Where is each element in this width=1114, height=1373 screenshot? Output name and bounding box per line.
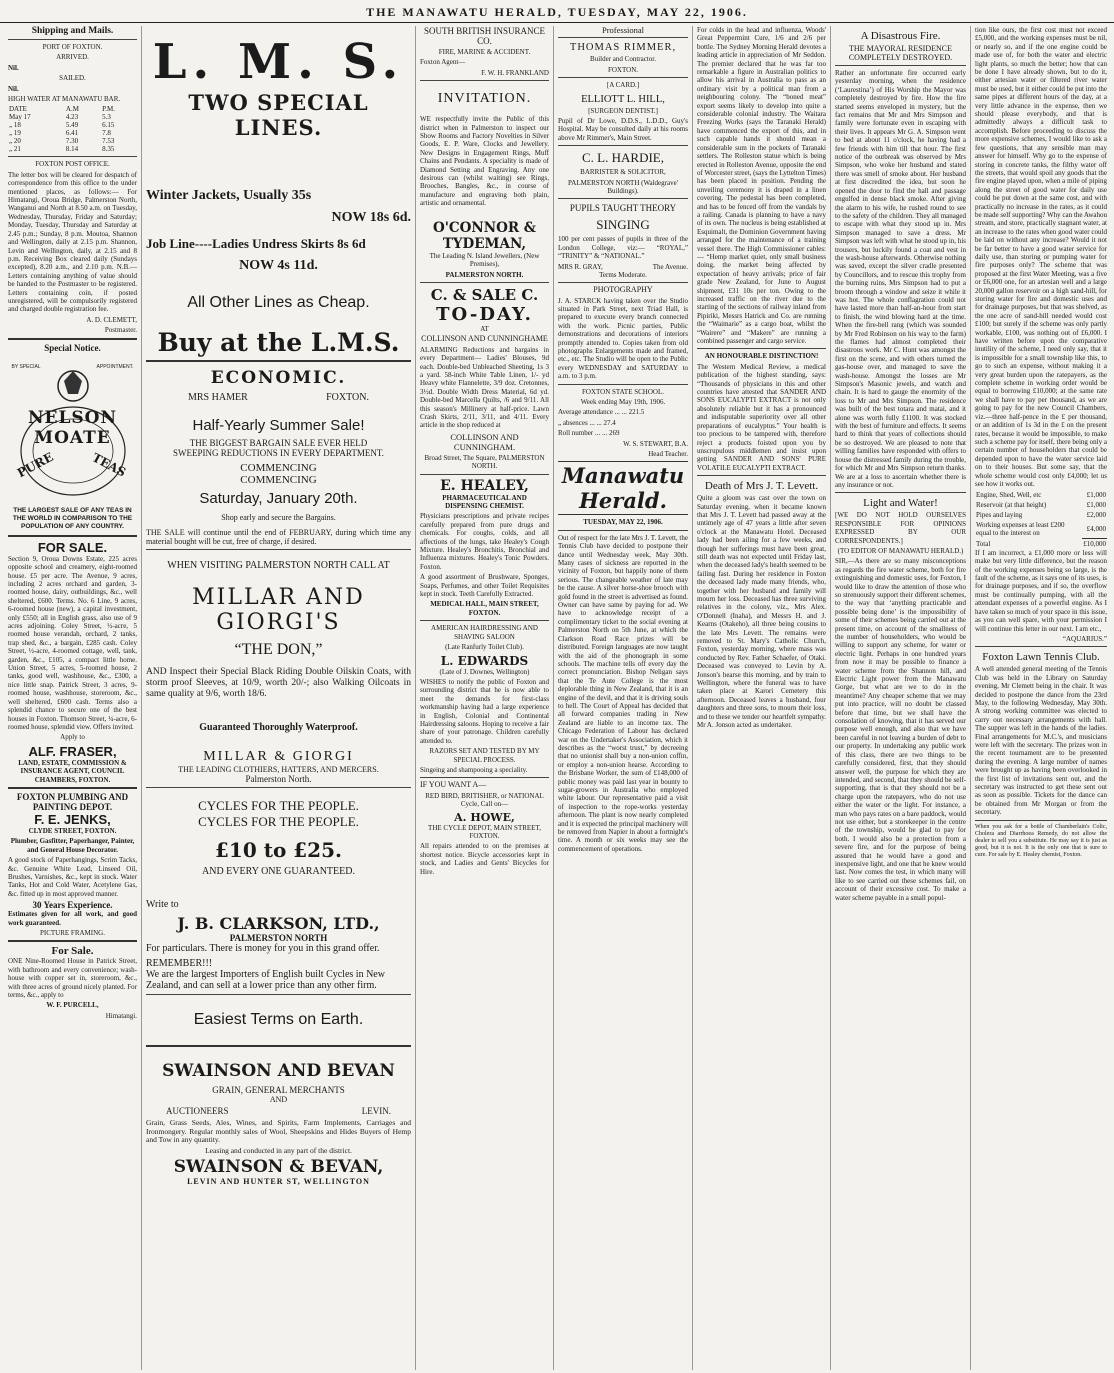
newspaper-nameplate: Manawatu Herald. [558,461,688,515]
winter-jackets: Winter Jackets, Usually 35s [146,188,312,203]
medical-hall: MEDICAL HALL, MAIN STREET, FOXTON. [430,600,539,617]
average-absences: „ absences ... ... 27.4 [558,418,616,427]
photography-title: PHOTOGRAPHY [593,285,653,295]
hill-name: ELLIOTT L. HILL, [581,93,665,105]
guaranteed-waterproof: Guaranteed Thoroughly Waterproof. [199,722,358,733]
starck-text: J. A. STARCK having taken over the Studio situated in Park Street, next Triad Hall, is prepared to execute every branch connected with the work. Picnic parties, Public demonstrations and decorations of interiors promptly attended to. Copies taken from old photographs Enlargements made and framed, etc., etc. The Studio will be open to the Public every WEDNESDAY and SATURDAY to a.m. to 3 p.m. [558,296,688,381]
divider [420,474,549,475]
remember: REMEMBER!!! [146,958,213,969]
divider [146,994,411,995]
logo-teas: TEAS [90,449,129,480]
cost-value: £1,000 [1086,501,1106,510]
plumbing-title: FOXTON PLUMBING AND PAINTING DEPOT. [16,791,129,812]
alf-fraser-sub: LAND, ESTATE, COMMISSION & INSURANCE AGENT, COUNCIL CHAMBERS, FOXTON. [18,758,127,784]
every-one-guaranteed: AND EVERY ONE GUARANTEED. [202,866,355,877]
column-shipping [4,26,142,1370]
cost-row [975,520,1107,538]
aquarius-signature: “AQUARIUS.” [1062,634,1107,643]
tide-header-row [8,105,137,113]
school-title: FOXTON STATE SCHOOL. [582,387,664,396]
hamer-name: MRS HAMER [188,392,248,403]
cost-label: Pipes and laying [976,511,1023,520]
palmerston-north: Palmerston North. [245,774,312,784]
divider [146,1045,411,1047]
professional-heading: Professional [601,26,645,35]
cost-label: Engine, Shed, Well, etc [976,491,1042,500]
collinson-2: COLLINSON AND CUNNINGHAM. [450,431,519,452]
wishes-text: WISHES to notify the public of Foxton and surrounding district that he is now able to meet the demands for first-class workmanship having had a large experience in English, Colonial and Continental Hairdressing saloons. Hoping to receive a fair share of your patronage. Children carefully attended to. [420,677,549,745]
tide-row [8,113,137,121]
barrister-text: BARRISTER & SOLICITOR, [580,168,666,177]
cycles-line-1: CYCLES FOR THE PEOPLE. [198,798,359,813]
arrived-heading: ARRIVED. [56,53,89,62]
commencing-2: COMMENCING [240,474,317,486]
week-ending: Week ending May 19th, 1906. [580,397,666,406]
invitation-title: INVITATION. [437,91,532,107]
rimmer-name: THOMAS RIMMER, [569,42,677,54]
american-hairdressing: AMERICAN HAIRDRESSING AND SHAVING SALOON [431,624,538,641]
port-heading: PORT OF FOXTON. [42,43,103,51]
experience-text: 30 Years Experience. [32,900,113,911]
commencing-1: COMMENCING [240,462,317,474]
hamer-line [146,388,411,403]
high-water-heading: HIGH WATER AT MANAWATU BAR. [8,95,121,104]
divider [975,646,1107,647]
swainson-bevan-2: SWAINSON & BEVAN, [173,1157,384,1178]
divider [8,787,137,789]
divider [146,360,411,362]
honourable-title: AN HONOURABLE DISTINCTION! [704,352,819,361]
divider [420,777,549,778]
appointment-right: APPOINTMENT. [96,363,134,370]
shop-early: Shop early and secure the Bargains. [221,513,336,522]
cycle-price: £10 to £25. [215,838,342,862]
to-day: TO-DAY. [436,303,533,325]
cost-total-label: Total [976,539,991,548]
importers-text: We are the largest Importers of English built Cycles in New Zealand, and can sell at a lower price than any other firm. [146,969,385,991]
tide-header-cell: P.M. [102,105,116,114]
cost-table [975,490,1107,549]
easiest-terms: Easiest Terms on Earth. [193,1011,364,1028]
write-to: Write to [146,899,179,910]
c-sale-c: C. & SALE C. [430,285,539,304]
divider [420,620,549,621]
tide-cell: 5.49 [65,121,79,130]
south-british-title: SOUTH BRITISH INSURANCE CO. [423,26,545,46]
a-card: [A CARD.] [606,81,640,90]
cycles-line-2: CYCLES FOR THE PEOPLE. [198,814,359,829]
healey-name: E. HEALEY, [440,477,529,494]
leasing-text: Leasing and conducted in any part of the district. [205,1145,352,1155]
hamer-place: FOXTON. [326,392,369,403]
singeing-text: Singeing and shampooing a speciality. [420,765,528,774]
invitation-text: WE respectfully invite the Public of this district when in Palmerston to inspect our Show Rooms and Factory Novelties in Silver Goods, E. P. Ware, Clocks and Jewellery. New Designs in Engagement Rings, Muff Chains and Pendants. A speciality is made of Diamond Setting and Engraving. Any one desirous can (whilst waiting) see Rings, Brooches, Bangles, &c., in course of manufacture and engraving both plain, artistic and ornamental. [420,115,549,208]
column-news [693,26,831,1370]
cost-label: Reservoir (at that height) [976,501,1047,510]
and-text: AND [269,1095,288,1104]
shipping-title: Shipping and Mails. [31,26,114,36]
tide-cell: 6.41 [65,129,79,138]
howe-name: A. HOWE, [454,810,515,824]
tide-header-cell: DATE [9,105,27,114]
alarming-text: ALARMING Reductions and bargains in every Department— Ladies' Blouses, 9d each. Double-bed Unbleached Sheeting, 1s 3 a yard. 58-inch White Table Linen, 1/- yd Heavy white Flannelette, 3/9 doz. Cretonnes, 3½d. Double Width Dress Material, 6d yd. Double-bed Marcella Quilts, /6 and 9/11. All this season's Millinery at half-price. Lawn Crash Skirts, 2/11, 3/11, and 4/11. Every article in the shop reduced at [420,345,549,430]
column-advertisements [142,26,416,1370]
agent-name: F. W. H. FRANKLAND [481,68,549,77]
millar-giorgi: MILLAR AND GIORGI'S [192,585,365,635]
sailed-value: Nil. [8,84,19,93]
foxton-label: FOXTON. [607,65,638,74]
average-attendance: Average attendance ... ... 221.5 [558,408,645,417]
lms-title: L. M. S. [152,34,405,90]
purcell-place: Himatangi. [105,1011,137,1020]
tide-cell: „ 20 [9,137,21,146]
divider [558,145,688,146]
clarkson-place: PALMERSTON NORTH [229,933,328,943]
tide-cell: 7.30 [65,137,79,146]
inspect-text: AND Inspect their Special Black Riding Double Oilskin Coats, with storm proof Sleeves, at 10/9, worth 20/-; also Walking Oilcoats in same quality at 9/6, worth 18/6. [146,667,411,699]
divider [558,530,688,531]
clarkson-name: J. B. CLARKSON, LTD., [177,914,380,933]
tide-cell: „ 18 [9,121,21,130]
divider [558,282,688,283]
appointment-left: BY SPECIAL [11,363,41,370]
particulars: For particulars. There is money for you in this grand offer. [146,943,380,954]
masthead-text: THE MANAWATU HERALD, TUESDAY, MAY 22, 1906. [366,5,748,19]
divider [558,198,688,199]
cost-value: £1,000 [1086,491,1106,500]
pupils-taught: PUPILS TAUGHT THEORY [569,203,677,214]
postmaster-name: A. D. CLEMETT, [86,315,137,324]
divider [558,77,688,78]
news-text-1: For colds in the head and influenza, Woods' Great Peppermint Cure, 1/6 and 2/6 per bottle. The Sydney Morning Herald devotes a leading article in appreciation of Mr Seddon. The premier declared that he was far too remarkable a figure in Australian politics to allow his arrival in Australia to pass as an ordinary visit by a political man from a neighbouring colony. The “boned meat” export seems likely to develop into quite a considerable colonial industry. The Waitara Freezing Works (says the Taranaki Herald) have commenced the export of this, and in such capable hands it should mean a considerable sum in the pockets of Taranaki settlers. The Rolleston statue which is being erected in Rolleston Avenue, opposite the end of Worcester street, (says the Lyttelton Times) has been placed in position. Pending the unveiling ceremony it is draped in a linen covering. The pedestal has been completed, and has to be fenced off from the vandals by a railing. Canada is planning to have a navy of its own. The nucleus is being established at Esquimalt, the Dominion Government having arranged for the maintenance of a training vessel there. The High Commissioner cables:— “Hemp market quiet, only small business doing, the market being affected by expectation of heavy arrivals; price of fair grade New Zealand, for June to August shipment, £31 10s per ton. Owing to the increased traffic on the river due to the starting of the sections of railway inland from Pipiriki, Messrs Hatrick and Co. are running the “Waimarie” as a cargo boat, whilst the “Wairere” and “Makere” are running a combined passenger and cargo service. [697,26,826,346]
letter-end: If I am incorrect, a £1,000 more or less will make but very little difference, but the reason of the working expenses being so large, is the fault of the scheme, as it says one of its uses, is for drainage purposes, and if so, the overflow must be continually pumping, with all the attendant expenses of a powerful engine. As I have taken so much of your space in this issue, as you can well spare, with your permission I will continue this letter in our next. I am etc., [975,548,1108,633]
biggest-bargain: THE BIGGEST BARGAIN SALE EVER HELD [189,438,368,448]
letter-continued: tion like ours, the first cost must not exceed £5,000, and the working expenses must be nil, or nearly so, and if the one engine could be made use of, for both the water and electric light plants, so much the better; how that can be done I have already shown, but to do it, either artesian water or filtered river water must be used, but it either could be put into the same pipes at different hours of the day, at a very little advance in the expense, then we should please everybody, and that is admittedly always a difficult task to accomplish. Before proceeding to discuss the more expensive schemes, I would like to ask a few questions, that any sensible man may answer for himself. Why go to the expense of storing in concrete tanks, the filthy water off the streets, that would spoil any goods that the fire engine played upon, when a mile of piping along the street of good water for daily use could be put down at the same cost, and with practically no increase in the rates, as it could be made self supporting? Why can the Awahou stream, and store, practically stagnant water, at an increase to the rates when good water could be laid on without any increase? Would it not be far better to have a good water service for daily use, than storing or pumping water for fire purposes only? The scheme that was proposed at the first Water Meeting, was a five or £6,000 one, for an artesian well and a large 20,000 gallon reservoir on a high sand-hill, for storing water for fire and domestic uses and for drainage purposes, but that was shelved, as the one acre of sand-hill needed would cost £100; but surely if the scheme was only partly workable, £100, was nothing out of £6,000. I have written before upon the comparative inutility of the scheme, I need only say, that it is impossible for a small township like this, to go to such an expense, without making it a very great burden upon the ratepayers, as the complete scheme in working order would be equal to borrowing £10,000; at the same rate we shall have to pay per thousand, as we are going to pay for the new Council Chambers, viz.—three half-pence in the £ per thousand, or an addition of 1s 3d in the £ on the present rates, because it would be impossible, to make such a scheme pay for itself, there being only a certain number of householders that could be depended upon to have the water service laid on to their houses. But some say, that the whole scheme would cost only £4,000; let us see how it works out. [975,26,1107,488]
tide-cell: 5.3 [102,113,111,122]
fire-text: Rather an unfortunate fire occurred early yesterday morning, when the residence (‘Laurestina’) of His Worship the Mayor was completely destroyed by fire. How the fire started seems enveloped in mystery, but the fact remains that Mr and Mrs Simpson and family were fortunate even in escaping with their lives. It appears Mr G. A. Simpson went to bed at about 11 o'clock, he having had a few friends with him till that hour. The first notice of the outbreak was observed by Mrs Simpson, who woke her husband and stated there was smell of smoke about. Her husband at first discredited the idea, but soon he opened the door to find the hall and passage engulfed in dense black smoke. After giving the alarm to his wife, he rushed round to see to the safety of the children. They all managed to escape with what they stood up in. Mrs Simpson managed to save a dress. Mr Simpson was left with what he stood up in, his trousers, but luckily found a coat and vest in the wash-house afterwards. Otherwise nothing was saved, except the silver cradle presented by Councillors, and to rescue this trophy from the burning ruins, Mrs Simpson had to put a broom through a window and seize it while it was hot. The whole conflagration could not have lasted more than half-an-hour from start to finish, the wind blowing hard at the time. When the fire-bell rang (which was sounded by Mr Fred Robinson on his way to the farm) the flames had almost completed their disastrous work. Mr C. Hunt was amongst the first on the scene, and with others turned the gas-house over, and managed to save the wash-house. Amongst the losses are Mr Simpson's Masonic jewels, and watch and chain. It is hard to gauge the enormity of the loss to Mr and Mrs Simpson. The residence was built of the best totara and matai, and it alone was worth fully £1100. It was stocked with the best of furniture and effects. It seems hard to think that years of collections should be so destroyed. We are pleased to note that willing families have responded with offers to house the distressed family during the trouble, for which Mr and Mrs Simpson return thanks. We are at a loss to ascertain whether there is any insurance or not. [835,69,966,489]
post-office-title: FOXTON POST OFFICE. [35,160,110,169]
millar-giorgi-2: MILLAR & GIORGI [203,749,354,764]
divider [420,282,549,283]
tide-row [8,121,137,129]
tide-row [8,145,137,153]
hill-text: Pupil of Dr Lowe, D.D.S., L.D.D., Guy's Hospital. May be consulted daily at his rooms above Mr Rimmer's, Main Street. [558,117,688,142]
late-downes: (Late of J. Downes, Wellington) [439,667,530,676]
logo-pure: PURE [14,449,56,480]
cost-row [975,510,1107,520]
job-line-price: NOW 4s 11d. [239,258,318,273]
picture-framing: PICTURE FRAMING. [40,929,105,937]
collinson-address: Broad Street, The Square, PALMERSTON NORTH. [424,453,545,471]
sale-continue: THE SALE will continue until the end of FEBRUARY, during which time any material bought will be cut, free of charge, if desired. [146,528,411,546]
column-letter-continued [971,26,1111,1370]
alf-fraser-name: ALF. FRASER, [28,743,117,759]
fire-subtitle: THE MAYORAL RESIDENCE COMPLETELY DESTROYED. [848,44,953,62]
gray-place: The Avenue. [652,262,688,271]
stewart-name: W. S. STEWART, B.A. [623,439,688,448]
local-news-text: Out of respect for the late Mrs J. T. Levett, the Tennis Club have decided to postpone their dance until Wednesday week, May 30th. Many cases of sickness are reported in the vicinity of Foxton, but happily none of them serious. The changeable weather of late may be the cause. A silver horse-shoe brooch with gold found in the street is advertised as found. Owner can have same by paying for ad. We have to acknowledge receipt of a complimentary ticket to the social evening at Palmerston North on 5th June, at which the Clarkson Road Race prizes will be distributed. Foreign languages are now taught with the aid of the phonograph in some schools. The machine tells off every day the correct pronunciation. Bishop Neligan says that the Te Aute College is the most deplorable thing in New Zealand, that it is an engine of the devil, and that it is driving souls to hell. The Court of Appeal has decided that all forward companies trading in New Zealand are liable to an income tax. The Chicago Federation of Labour has declared war on the Undertaker's Association, which it describes as the “worst trust,” by decreeing that no unionist shall buy a non-union coffin, or employ a non-union hearse. According to the Brisbane Worker, the sum of £148,000 of public money was paid last year in bounty to sugar-growers in Australia who employed white labour. Our representative paid a visit of inspection to the rope-works yesterday afternoon. The plant is now nearly completed and it is expected the principal machinery will be removed from Napier in about a fortnight's time. A month or six weeks may see the commencement of operations. [558,533,688,853]
grain-text: Grain, Grass Seeds, Ales, Wines, and Spirits, Farm Implements, Carriages and Ironmongery. Regular monthly sales of Wool, Sheepskins and Hides Buyers of Hemp and Tow in any quantity. [146,1118,411,1145]
surgeon-dentist: [SURGEON DENTIST.] [588,106,658,115]
divider [697,475,826,476]
divider [8,39,137,40]
tide-cell: „ 21 [9,145,21,154]
healey-text: Physicians prescriptions and private recipes carefully prepared from pure drugs and chemicals. For coughs, colds, and all affections of the lungs, take Healey's Cough Mixture. Healey's Bronchitis, Bronchial and Influenza mixtures. Healey's Tonic Powders. Foxton. [420,512,549,571]
tide-cell: „ 19 [9,129,21,138]
bicycle-items: RED BIRD, BRITISHER, or NATIONAL Cycle, Call on— [425,791,544,809]
gray-line [558,263,688,271]
economic-title: ECONOMIC. [210,368,347,388]
jewellers-sub: The Leading N. Island Jewellers, (New Premises), [429,251,540,269]
logo-nelson: NELSON [27,407,118,428]
divider [835,492,966,493]
divider [8,940,137,942]
disclaimer-text: [WE DO NOT HOLD OURSELVES RESPONSIBLE FOR OPINIONS EXPRESSED BY OUR CORRESPONDENTS.] [835,511,966,545]
tide-row [8,129,137,137]
tide-cell: 8.35 [102,145,115,154]
for-sale-2-title: For Sale. [51,945,94,958]
to-editor: (TO EDITOR OF MANAWATU HERALD.) [837,546,964,555]
nelson-moate-tea-logo [12,356,134,504]
two-special-lines: TWO SPECIAL LINES. [188,90,369,140]
apply-to: Apply to [60,733,85,742]
column-fire [831,26,971,1370]
job-line: Job Line----Ladies Undress Skirts 8s 6d [146,236,366,251]
palmerston-north-3: PALMERSTON NORTH. [445,270,524,279]
column-local-ads [416,26,554,1370]
gray-name: MRS R. GRAY, [558,262,603,271]
jenks-name: F. E. JENKS, [34,811,111,827]
tide-cell: 8.14 [65,145,79,154]
divider [146,549,411,550]
tennis-text: A well attended general meeting of the Tennis Club was held in the Library on Saturday evening, Mr Clemett being in the chair. It was decided to postpone the dance from the 23rd May, to the following Wednesday, May 30th. A strong working committee was elected to carry out necessary arrangements with hall. The supper was left in the hands of the ladies. Final arrangements for M.C.'s, and musicians were left with the secretary. The prizes won in the recent tournament are to be presented during the evening. A large number of names were brought up as having been overlooked in the first list of invitations sent out, and the secretary was instructed to get these sent out as soon as possible. Tickets for the dance can be obtained from Mr Morgan or from the secretary. [975,665,1107,817]
other-lines: All Other Lines as Cheap. [187,294,370,311]
tide-cell: 4.23 [65,113,79,122]
light-water-title: Light and Water! [863,497,938,510]
foxton-agent-label: Foxton Agent— [420,58,466,67]
builder-text: Builder and Contractor. [590,55,656,64]
at-label: AT [480,324,489,333]
divider [835,65,966,66]
brushware-text: A good assortment of Brushware, Sponges, Soaps, Perfumes, and other Toilet Requisites kept in stock. Teeth Carefully Extracted. [420,573,549,599]
edwards-name: L. EDWARDS [440,653,529,668]
purcell-name: W. F. PURCELL, [46,1001,99,1010]
when-visiting: WHEN VISITING PALMERSTON NORTH CALL AT [167,560,390,571]
for-sale-title: FOR SALE. [37,539,108,555]
tea-slogan: THE LARGEST SALE OF ANY TEAS IN THE WORLD IN COMPARISON TO THE POPULATION OF ANY COUNTRY. [12,506,133,531]
pupils-text: 100 per cent passes of pupils in three of the London College, viz:— “ROYAL,” “TRINITY” & “NATIONAL.” [558,235,688,261]
tennis-title: Foxton Lawn Tennis Club. [982,651,1100,664]
for-sale-text: Section 9, Oroua Downs Estate, 225 acres opposite school and creamery, eight-roomed house. £5 per acre. The Avenue, 9 acres, including 2 acres orchard and garden, 3-roomed house, dairy, outbuildings, &c., well sheltered, £600. Terms. No. 6 Line, 9 acres, 6-roomed house (new), a capital investment, only £550; all in English grass, also use of 9 acres adjoining. Coley Street, ½-acre, 5 roomed house verandah, orchard, 2 tanks, trap shed, &c., a bargain, £285 cash. Coley Street, ½-acre, 4-roomed cottage, well, tank, garden, &c., £105, a compact little home. Union Street, 5 acres, 5-roomed house, 2 tanks, good well, washhouse, &c., £300, a nice little snap. Patrick Street, 3 acres, 9-roomed house, washhouse, storeroom, &c., well sheltered, £600 cash. Terms also a splendid chance to secure one of the best houses in Foxton. Thomson Street, ¼-acre, 6-roomed house, splendid view. Offers invited. [8,554,137,731]
tide-cell: 7.8 [102,129,111,138]
if-you-want: IF YOU WANT A— [420,780,487,790]
sailed-heading: SAILED. [59,74,86,83]
tide-cell: May 17 [9,113,31,122]
healey-sub: PHARMACEUTICAL AND DISPENSING CHEMIST. [442,493,527,510]
auctioneers-label: AUCTIONEERS [166,1106,229,1116]
fire-title: A Disastrous Fire. [860,30,941,42]
jenks-trades: Plumber, Gasfitter, Paperhanger, Painter, and General House Decorator. [10,837,135,854]
divider [558,384,688,385]
divider [558,37,688,38]
postmaster-title: Postmaster. [104,326,137,335]
roll-number: Roll number ... ... 269 [558,429,620,438]
spacer [146,140,411,188]
swainson-bevan: SWAINSON AND BEVAN [162,1061,395,1081]
honourable-text: The Western Medical Review, a medical publication of the highest standing, says: “Thousands of physicians in this and other countries have attested that SANDER AND SONS EUCALYPTI EXTRACT is not only absolutely reliable but it has a pronounced and indisputable superiority over all other preparations of eucalyptus.” Your health is too precious to be tampered with, therefore reject a products foisted upon you by unscrupulous middlemen and insist upon getting SANDER AND SONS' PURE VOLATILE EUCALYPTI EXTRACT. [697,362,826,472]
cost-row [975,500,1107,510]
leading-clothiers: THE LEADING CLOTHIERS, HATTERS, AND MERCERS. [178,765,379,774]
tide-table [8,105,137,153]
tide-header-cell: A.M [65,105,79,114]
singing-label: SINGING [596,217,650,233]
arrived-value: Nil. [8,63,19,72]
death-text: Quite a gloom was cast over the town on Saturday evening, when it became known that Mrs J. T. Levett had passed away at the untimely age of 47 years a little after seven o'clock at the Manawatu Hotel. Deceased lady had been ailing for a few weeks, and though her sufferings must have been great, still death was not expected until Friday last, when the deceased lady's health seemed to be failing fast. During her residence in Foxton the deceased lady made many friends, who, together with her husband and family will mourn her loss. Deceased has three surviving relatives in the colony, viz., Mrs Alex. O'Donnell (Inaha), and Messrs H. and J. Kearns (Otakeho), all three being cousins to the late Mrs Levett. The remains were removed to St. Mary's Catholic Church, Foxton, yesterday morning, where mass was conducted by Rev. Father Schaefer, of Otaki. Deceased was conveyed to Levin by A. Jonson's hearse this morning, and by train to Wellington, where the funeral was to have taken place at Karori Cemetery this afternoon. Deceased leaves a husband, four daughters and three sons, to mourn their loss, and to these we tender our heartfelt sympathy. Mr A. Jonson acted as undertaker. [697,494,827,730]
auctioneers-place: LEVIN. [361,1106,391,1116]
cost-label: Working expenses at least £200 equal to the interest on [976,521,1065,538]
chamberlain-ad: When you ask for a bottle of Chamberlain's Colic, Cholera and Diarrhoea Remedy, do not allow the dealer to sell you a substitute. He may say it is just as good, but it is not. It is the only one that is sure to cure. For sale by E. Healey chemist, Foxton. [975,823,1107,858]
divider [146,787,411,788]
death-title: Death of Mrs J. T. Levett. [704,480,819,493]
saturday-date: Saturday, January 20th. [199,490,358,507]
collinson-1: COLLINSON AND CUNNINGHAME [421,334,548,344]
hardie-name: C. L. HARDIE, [582,150,664,166]
sweeping-reductions: SWEEPING REDUCTIONS IN EVERY DEPARTMENT. [173,448,384,458]
divider [8,338,137,340]
tide-row [8,137,137,145]
auctioneers-line [146,1104,411,1116]
cost-total-value: £10,000 [1083,539,1106,548]
estimates-text: Estimates given for all work, and good work guaranteed. [8,910,137,927]
winter-jackets-price: NOW 18s 6d. [331,210,411,225]
fire-marine: FIRE, MARINE & ACCIDENT. [438,48,531,56]
head-teacher: Head Teacher. [648,450,688,458]
jenks-street: CLYDE STREET, FOXTON. [28,826,117,835]
cost-value: £2,000 [1086,511,1106,520]
column-professional [554,26,693,1370]
nameplate-date: TUESDAY, MAY 22, 1906. [583,518,663,527]
buy-at-lms: Buy at the L.M.S. [157,328,400,357]
repairs-text: All repairs attended to on the premises at shortest notice. Bicycle accessories kept in stock, and Ladies and Gents' Bicycles for Hire. [420,842,549,876]
special-notice-title: Special Notice. [44,342,101,353]
the-don: “THE DON,” [234,641,323,658]
cost-row [975,490,1107,500]
tide-cell: 7.53 [102,137,115,146]
cost-value: £4,000 [1086,525,1106,534]
divider [420,80,549,81]
divider [8,535,137,537]
terms-moderate: Terms Moderate. [599,270,647,279]
razors-text: RAZORS SET AND TESTED BY MY SPECIAL PROCESS. [429,747,540,764]
tide-cell: 6.15 [102,121,115,130]
logo-moate: MOATE [34,427,111,448]
levin-hunter: LEVIN AND HUNTER ST, WELLINGTON [187,1177,370,1187]
cycle-depot: THE CYCLE DEPOT, MAIN STREET, FOXTON. [428,823,541,840]
divider [975,820,1107,821]
post-office-text: The letter box will be cleared for despatch of correspondence from this office to the under mentioned places, as follows:— For Himatangi, Oroua Bridge, Palmerston North, Wanganui and North at 8.50 a.m. on Tuesday, Wednesday, Thursday, Friday and Saturday; Monday, Tuesday, Thursday and Saturday at 2.45 p.m.; Sunday, 8 p.m. Moutoa, Shannon and Wellington, daily at 2.15 p.m. Shannon, Levin and Wellington, daily, at 2.15 and 8 p.m. Receiving Box cleared daily (Sundays excepted), 8.20 a.m., and 2.10 p.m. N.B.—Letters containing anything of value should be handed to the Postmaster to be registered. Letters containing coin, if posted unregistered, will be compulsorily registered and charged double registration fee. [8,170,137,314]
late-ranfurly: (Late Ranfurly Toilet Club). [445,643,524,652]
divider [697,348,826,349]
masthead [0,2,1114,23]
half-yearly-sale: Half-Yearly Summer Sale! [192,417,365,434]
letter-text: SIR,—As there are so many misconceptions as regards the fire water scheme, both for fire extinguishing and domestic uses, for Foxton, I would like to draw the attention of those who so strenuously support their different schemes, to the way that ‘anything practicable and possible being done’ is the impossibility of some of their schemes being carried out at the present time, on account of the smallness of the number of householders, who would be willing to support any scheme, for water or electric light. Perhaps in one hundred years from now it may be possible to finance a water scheme from the Shannon hill, and Electric Light power from the Manawatu Gorge, but what are we to do in the meantime? Any cheaper scheme that we may put into practice, will no doubt be classed before that time, but we shall have the consolation of knowing, that it has served our purpose well enough, and also that we have been careful in not leaving a burden of debt to our property. In undertaking any public work of this class, there are two things to be carefully considered, first, that they should answer well, the purpose for which they are intended, and second, that they should be self-supporting, that is that they should not be a charge upon the ratepayers, who do not use either the water or the light. For instance, a man who pays rates on a bare paddock, would not use either, but a storekeeper in the centre of the township, would be glad to pay for both. I would also be a protection from a severe fire, and for the purpose of being assured that he would have a good and inexpensive light, and one that he knew would last. Now comes the test, in which many will like to see carried out these schemes fail, on account of their excessive cost. To make a water scheme payable in a small popul- [835,557,966,902]
cost-total-row [975,538,1107,549]
divider [8,156,137,157]
hardie-address: PALMERSTON NORTH (Waldegrave' Buildings). [568,178,678,196]
oconnor-tydeman: O'CONNOR & TYDEMAN, [433,219,536,252]
for-sale-2-text: ONE Nine-Roomed House in Patrick Street, with bathroom and every convenience; wash-house with copper set in, storeroom, &c., with three acres of ground nicely planted. For terms, &c., apply to [8,957,137,1000]
jenks-text: A good stock of Paperhangings, Scrim Tacks, &c. Genuine White Lead, Linseed Oil, Brushes, Varnishes, &c., kept in stock. Water Tanks, Hot and Cold Water, Acetylene Gas, &c. fitted up in most approved manner. [8,856,137,898]
grain-merchants: GRAIN, GENERAL MERCHANTS [212,1085,345,1095]
